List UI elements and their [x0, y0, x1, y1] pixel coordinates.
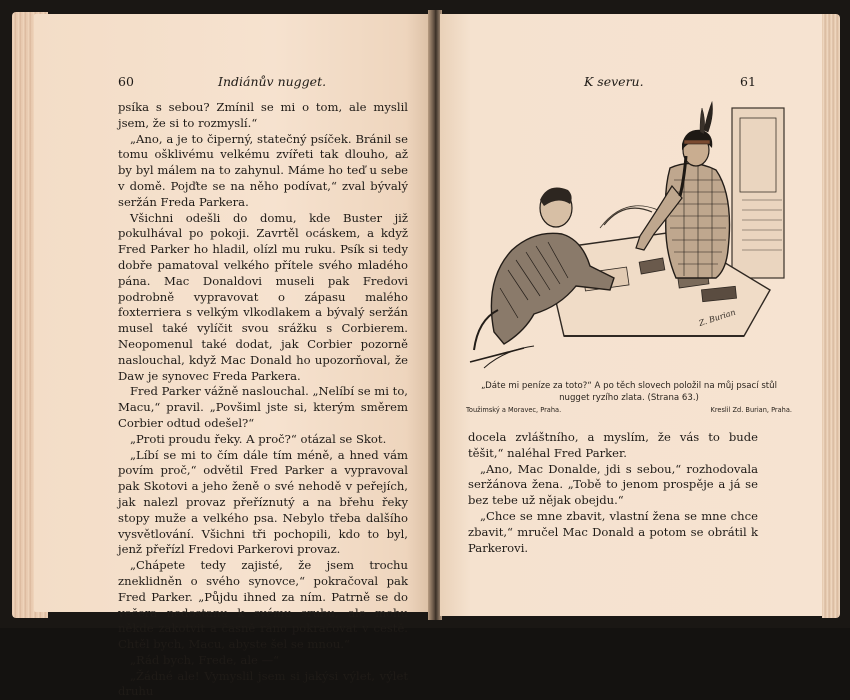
- illustration-credits: [466, 406, 792, 416]
- credit-artist: Kreslil Zd. Burian, Praha.: [710, 406, 792, 414]
- left-paragraph: Fred Parker vážně naslouchal. „Nelíbí se mi to, Macu,“ pravil. „Povšiml jste si, kterým směrem Corbier odtud odešel?“: [118, 384, 408, 430]
- left-paragraph: „Líbí se mi to čím dále tím méně, a hned vám povím proč,“ odvětil Fred Parker a vypravoval pak Skotovi a jeho ženě o své nehodě v peřejích, jak nalezl provaz přeříznutý a na břehu řeky stopy muže a velkého psa. Nebylo třeba dalšího vysvětlování. Všichni tři pochopili, kdo to byl, jenž přeřízl Fredovi Parkerovi provaz.: [118, 447, 408, 557]
- illustration-caption: „Dáte mi peníze za toto?“ A po těch slovech položil na můj psací stůl nugget ryzího zlata. (Strana 63.): [480, 381, 778, 403]
- right-paragraph: „Ano, Mac Donalde, jdi s sebou,“ rozhodovala seržánova žena. „Tobě to jenom prospěje a já se bez tebe už nějak obejdu.“: [468, 461, 758, 508]
- illustration-signature: Z. Burian: [697, 307, 737, 328]
- left-paragraph: Všichni odešli do domu, kde Buster již pokulhával po pokoji. Zavrtěl ocáskem, a když Fred Parker ho hladil, olízl mu ruku. Psík si tedy dobře pamatoval velkého přítele svého mladého pána. Mac Donaldovi museli pak Fredovi podrobně vypravovat o zápasu malého foxterriera s velkým vlkodlakem a bývalý seržán musel také vylíčit svou srážku s Corbierem. Neopomenul také dodat, jak Corbier pozorně naslouchal, když Mac Donald ho upozorňoval, že Daw je synovec Freda Parkera.: [118, 210, 408, 383]
- right-page-text: [468, 430, 758, 556]
- right-running-title: K severu.: [584, 74, 644, 89]
- credit-publisher: Toužimský a Moravec, Praha.: [466, 406, 562, 414]
- left-running-title: Indiánův nugget.: [218, 74, 327, 89]
- right-page-number: 61: [740, 74, 756, 89]
- left-paragraph: „Proti proudu řeky. A proč?“ otázal se Skot.: [130, 431, 387, 446]
- left-paragraph: „Žádné ale! Vymyslil jsem si jakýsi výlet, výlet druhu: [118, 668, 408, 699]
- left-page-text: [118, 100, 408, 700]
- illustration-sketch: [464, 100, 792, 370]
- left-paragraph: „Chápete tedy zajisté, že jsem trochu zneklidněn o svého synovce,“ pokračoval pak Fred Parker. „Půjdu ihned za ním. Patrně se do večera nedostanu k svému srubu, ale mohu někde zakotvit a časně ráno pokračovat v cestě. Chtěl bych, Macu, abyste šel se mnou.“: [118, 558, 408, 652]
- left-paragraph: „Rád bych, Frede, ale —“: [130, 652, 280, 667]
- left-paragraph: „Ano, a je to čiperný, statečný psíček. Bránil se tomu ošklivému velkému zvířeti tak dlouho, až by byl málem na to zahynul. Máme ho teď u sebe v domě. Pojďte se na něho podívat,“ zval bývalý seržán Freda Parkera.: [118, 131, 408, 209]
- left-paragraph: psíka s sebou? Zmínil se mi o tom, ale myslil jsem, že si to rozmyslí.“: [118, 100, 408, 130]
- right-paragraph: docela zvláštního, a myslím, že vás to bude těšit,“ naléhal Fred Parker.: [468, 430, 758, 460]
- right-page-edges: [822, 14, 840, 618]
- right-paragraph: „Chce se mne zbavit, vlastní žena se mne chce zbavit,“ mručel Mac Donald a potom se obrátil k Parkerovi.: [468, 508, 758, 555]
- left-page-number: 60: [118, 74, 134, 89]
